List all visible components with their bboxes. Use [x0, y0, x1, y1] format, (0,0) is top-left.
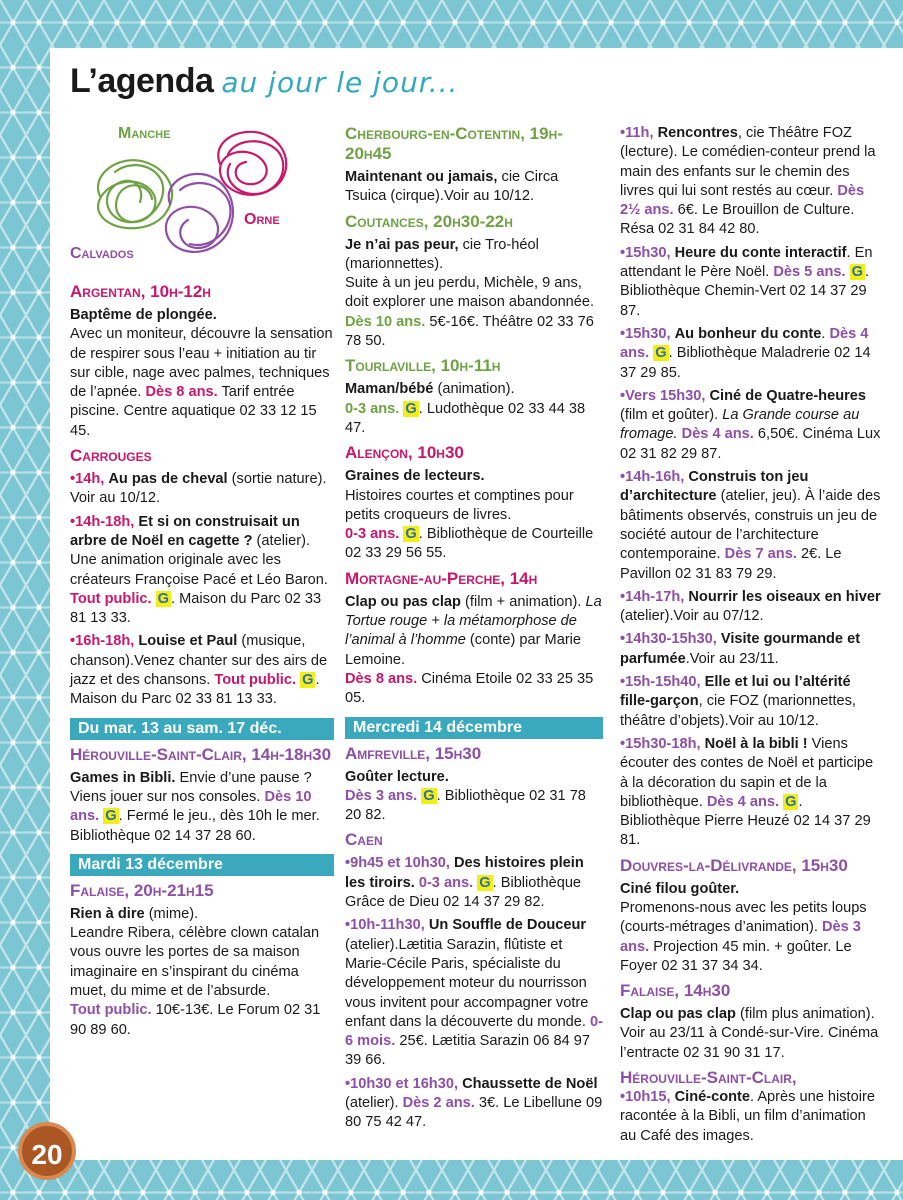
event-tourlaville [345, 380, 603, 438]
age-label: Dès 4 ans. [620, 325, 869, 362]
event-title: Louise et Paul [138, 633, 238, 650]
location-falaise-2: Falaise, 14h30 [620, 981, 731, 1001]
age-label: Dès 8 ans. [345, 670, 418, 687]
free-badge: G [405, 526, 417, 543]
event-title: Ciné de Quatre-heures [709, 387, 867, 404]
event-amfreville [345, 768, 603, 826]
event-info: . Fermé le jeu., dès 10h le mer. Bibliothèque 02 14 37 28 60. [70, 808, 320, 844]
public-label: Tout public. [70, 1002, 152, 1019]
public-label: Tout public. [70, 590, 152, 607]
event-time: •14h-17h, [620, 588, 685, 605]
event-carrouges-c [70, 632, 334, 709]
event-title: Heure du conte interactif [674, 244, 847, 261]
event-desc: . Après une histoire racontée à la Bibli, un film d’animation au Café des images. [620, 1089, 875, 1144]
age-label: 0-6 mois. [345, 1013, 604, 1050]
title-script: au jour le jour... [221, 66, 459, 99]
event-time: •14h-16h, [620, 469, 685, 486]
event-title: Noël à la bibli ! [704, 735, 808, 752]
location-tourlaville: Tourlaville, 10h-11h [345, 356, 501, 376]
location-mortagne: Mortagne-au-Perche, 14h [345, 568, 538, 588]
event-title: Maintenant ou jamais, [345, 169, 498, 185]
event-douvres [620, 880, 882, 976]
event-time: •9h45 et 10h30, [345, 855, 450, 872]
film-title: La Tortue rouge + la métamorphose de l’animal à l’homme [345, 593, 602, 649]
event-argentan [70, 306, 334, 441]
event-title: Un Souffle de Douceur [428, 917, 587, 934]
location-caen: Caen [345, 830, 383, 850]
event-caen-l [620, 735, 882, 851]
location-alencon: Alençon, 10h30 [345, 443, 464, 463]
event-desc: cie Circa Tsuica (cirque).Voir au 10/12. [345, 169, 559, 205]
location-douvres: Douvres-la-Délivrande, 15h30 [620, 855, 848, 875]
agenda-page [50, 48, 903, 1160]
age-label: Dès 8 ans. [145, 384, 218, 401]
event-time: •15h-15h40, [620, 674, 701, 691]
event-title: Clap ou pas clap [345, 593, 461, 610]
event-desc: (animation). [437, 381, 515, 398]
event-caen-g [620, 387, 882, 464]
event-time: •15h30, [620, 325, 671, 342]
event-desc: Envie d’une pause ? Viens jouer sur nos consoles. [70, 769, 312, 805]
event-desc: (film + animation). [465, 593, 582, 610]
event-info: . Bibliothèque Pierre Heuzé 02 14 37 29 81. [620, 793, 871, 849]
event-desc: Promenons-nous avec les petits loups (courts-métrages d’animation). [620, 899, 867, 936]
event-title: Chaussette de Noël [462, 1075, 598, 1092]
region-map [70, 124, 334, 274]
event-info: 10€-13€. Le Forum 02 31 90 89 60. [70, 1002, 321, 1038]
event-desc: Viens écouter des contes de Noël et participe à la décoration du sapin et de la bibliothèque. [620, 735, 874, 810]
age-label: 0-3 ans. [345, 400, 400, 417]
event-info: Cinéma Etoile 02 33 25 35 05. [345, 670, 594, 707]
event-coutances [345, 236, 603, 352]
event-falaise [70, 905, 334, 1040]
event-time: •11h, [620, 125, 654, 141]
age-label: Dès 2 ans. [402, 1094, 475, 1111]
age-label: Dès 2½ ans. [620, 182, 865, 219]
event-title: Et si on construisait un arbre de Noël en cagette ? [70, 513, 300, 549]
age-label: 0-3 ans. [345, 526, 400, 543]
event-falaise-2 [620, 1005, 882, 1063]
event-title: Visite gourmande et parfumée [620, 631, 861, 667]
age-label: Dès 3 ans. [620, 919, 861, 955]
event-info: . Ludothèque 02 33 44 38 47. [345, 400, 586, 436]
date-bar: Mardi 13 décembre [70, 854, 334, 876]
location-argentan: Argentan, 10h-12h [70, 282, 211, 301]
event-time: •10h15, [620, 1089, 671, 1106]
event-info: . Bibliothèque de Courteille 02 33 29 56 55. [345, 526, 594, 562]
age-label: Dès 5 ans. [773, 264, 846, 281]
location-herouville-2: Hérouville-Saint-Clair, [620, 1068, 797, 1088]
event-caen-b [345, 916, 603, 1070]
event-info: . Bibliothèque 02 31 78 20 82. [345, 787, 586, 824]
page-title [70, 62, 458, 101]
location-coutances: Coutances, 20h30-22h [345, 211, 513, 231]
column-1 [70, 124, 334, 1040]
event-caen-k [620, 673, 882, 731]
event-desc: (atelier).Voir au 07/12. [620, 608, 764, 625]
event-time: •Vers 15h30, [620, 387, 706, 404]
event-alencon [345, 467, 603, 563]
event-time: •10h-11h30, [345, 917, 425, 934]
event-desc: , cie FOZ (marionnettes, théâtre d’objets).Voir au 10/12. [620, 693, 856, 729]
event-caen-h [620, 468, 882, 584]
event-time: •15h30-18h, [620, 735, 701, 752]
event-desc: Avec un moniteur, découvre la sensation de respirer sous l’eau + initiation au tir sur cible, nage avec palmes, techniques de l’apnée. [70, 326, 333, 401]
age-label: Dès 3 ans. [345, 787, 418, 804]
event-desc: cie Tro-héol (marionnettes). [345, 236, 539, 272]
event-title: Rien à dire [70, 905, 145, 922]
event-desc: (musique, chanson).Venez chanter sur des airs de jazz et des chansons. [70, 633, 328, 689]
event-info: . Bibliothèque Maladrerie 02 14 37 29 85. [620, 345, 871, 381]
date-bar: Mercredi 14 décembre [345, 717, 603, 739]
event-title: Maman/bébé [345, 381, 434, 398]
page-number: 20 [18, 1122, 76, 1180]
event-desc: . En attendant le Père Noël. [620, 244, 873, 281]
event-time: •14h-18h, [70, 513, 135, 530]
event-title: Je n’ai pas peur, [345, 236, 459, 253]
event-info: 2€. Le Pavillon 02 31 83 79 29. [620, 546, 842, 582]
free-badge: G [157, 590, 170, 607]
event-mortagne [345, 593, 603, 709]
event-caen-f [620, 325, 882, 383]
location-herouville: Hérouville-Saint-Clair, 14h-18h30 [70, 744, 332, 764]
event-desc: Leandre Ribera, célèbre clown catalan vous ouvre les portes de sa maison imaginaire en s’inspirant du cinéma muet, du mime et de l’absurde. [70, 925, 320, 1000]
event-title: Au pas de cheval [108, 471, 228, 488]
event-title: Elle et lui ou l’altérité fille-garçon [620, 674, 851, 710]
age-label: Dès 10 ans. [345, 313, 426, 330]
event-info: 6€. Le Brouillon de Culture. Résa 02 31 84 42 80. [620, 202, 855, 238]
location-cherbourg: Cherbourg-en-Cotentin, 19h-20h45 [345, 124, 563, 163]
event-title: Games in Bibli. [70, 769, 176, 786]
event-caen-j [620, 630, 882, 669]
event-time: •14h, [70, 471, 105, 488]
region-label-calvados: Calvados [70, 245, 134, 262]
event-caen-c [345, 1075, 603, 1133]
location-carrouges: Carrouges [70, 446, 152, 466]
event-time: •16h-18h, [70, 633, 135, 650]
event-info: 6,50€. Cinéma Lux 02 31 82 29 87. [620, 426, 881, 462]
event-carrouges-a [70, 470, 334, 509]
event-info: Bibliothèque Grâce de Dieu 02 14 37 29 82. [345, 874, 582, 911]
event-title: Graines de lecteurs. [345, 468, 485, 485]
free-badge: G [423, 787, 435, 804]
event-time: •10h30 et 16h30, [345, 1075, 459, 1092]
title-main: L’agenda [70, 62, 214, 100]
location-amfreville: Amfreville, 15h30 [345, 743, 482, 763]
age-label: 0-3 ans. [418, 874, 474, 891]
event-caen-e [620, 244, 882, 321]
event-info: . Maison du Parc 02 33 81 13 33. [70, 672, 320, 708]
event-title: Goûter lecture. [345, 768, 449, 785]
event-desc: (atelier, jeu). À l’aide des bâtiments observés, construis un jeu de société autour de l’architecture contemporaine. [620, 488, 881, 563]
column-3 [620, 124, 882, 1146]
event-desc: (film et goûter). [620, 407, 719, 424]
event-info: 5€-16€. Théâtre 02 33 76 78 50. [345, 313, 594, 350]
event-carrouges-b [70, 513, 334, 629]
event-herouville [70, 769, 334, 846]
event-desc: (atelier). Une animation originale avec les créateurs Françoise Pacé et Léo Baron. [70, 532, 328, 588]
event-title: Nourrir les oiseaux en hiver [688, 588, 881, 605]
free-badge: G [479, 874, 491, 891]
event-desc: (film plus animation). Voir au 23/11 à Condé-sur-Vire. Cinéma l’entracte 02 31 90 31 17. [620, 1006, 879, 1061]
event-info: Tarif entrée piscine. Centre aquatique 02 33 12 15 45. [70, 384, 317, 439]
event-desc: Histoires courtes et comptines pour petits croqueurs de livres. [345, 487, 574, 523]
free-badge: G [851, 264, 863, 281]
event-info: 3€. Le Libellune 09 80 75 42 47. [345, 1094, 603, 1131]
region-label-manche: Manche [118, 125, 171, 142]
event-info: Projection 45 min. + goûter. Le Foyer 02 31 37 34 34. [620, 938, 852, 974]
free-badge: G [405, 400, 417, 417]
column-2 [345, 124, 603, 1133]
event-desc: (sortie nature). Voir au 10/12. [70, 471, 327, 507]
age-label: Dès 4 ans. [706, 793, 780, 810]
event-desc: Suite à un jeu perdu, Michèle, 9 ans, doit explorer une maison abandonnée. [345, 275, 595, 311]
free-badge: G [655, 345, 667, 362]
free-badge: G [105, 808, 117, 825]
event-title: Des histoires plein les tiroirs. [345, 855, 584, 891]
event-desc: .Voir au 23/11. [685, 650, 779, 667]
date-bar: Du mar. 13 au sam. 17 déc. [70, 718, 334, 740]
event-desc: (atelier).Lætitia Sarazin, flûtiste et Marie-Cécile Paris, spécialiste du développement moteur du nourrisson vous invitent pour accompagner votre enfant dans la découverte du monde. [345, 936, 589, 1030]
event-title: Rencontres [657, 125, 738, 141]
event-time: •15h30, [620, 244, 671, 261]
event-title: Baptême de plongée. [70, 307, 217, 323]
event-info: . Bibliothèque Chemin-Vert 02 14 37 29 87. [620, 264, 870, 319]
event-caen-d [620, 124, 882, 240]
free-badge: G [302, 672, 314, 689]
public-label: Tout public. [214, 672, 297, 689]
event-caen-i [620, 588, 882, 627]
event-title: Ciné-conte [674, 1089, 751, 1106]
event-info: 25€. Lætitia Sarazin 06 84 97 39 66. [345, 1033, 591, 1069]
event-title: Ciné filou goûter. [620, 880, 740, 897]
event-info: . Maison du Parc 02 33 81 13 33. [70, 590, 322, 627]
event-title: Au bonheur du conte [674, 325, 822, 342]
age-label: Dès 4 ans. [681, 426, 754, 443]
event-desc: , cie Théâtre FOZ (lecture). Le comédien-conteur prend la main des enfants sur le chemin des livres qui lui sont restés au cœur. [620, 125, 876, 199]
event-desc: (conte) par Marie Lemoine. [345, 632, 582, 668]
event-time: •14h30-15h30, [620, 631, 717, 648]
event-herouville-2 [620, 1088, 882, 1146]
event-title: Clap ou pas clap [620, 1006, 736, 1023]
event-desc: . [821, 325, 826, 342]
event-cherbourg [345, 168, 603, 207]
event-desc: (atelier). [345, 1094, 399, 1111]
age-label: Dès 7 ans. [724, 546, 797, 563]
film-title: La Grande course au fromage. [620, 407, 860, 443]
event-title: Construis ton jeu d’architecture [620, 469, 809, 505]
location-falaise: Falaise, 20h-21h15 [70, 880, 214, 900]
age-label: Dès 10 ans. [70, 788, 312, 825]
region-label-orne: Orne [244, 211, 280, 228]
event-kind: (mime). [148, 905, 199, 922]
event-caen-a: •9h45 et 10h30, Des histoires plein les tiroirs. 0-3 ans. G . Bibliothèque Grâce de Dieu 02 14 37 29 82. [345, 855, 584, 911]
free-badge: G [785, 793, 797, 810]
